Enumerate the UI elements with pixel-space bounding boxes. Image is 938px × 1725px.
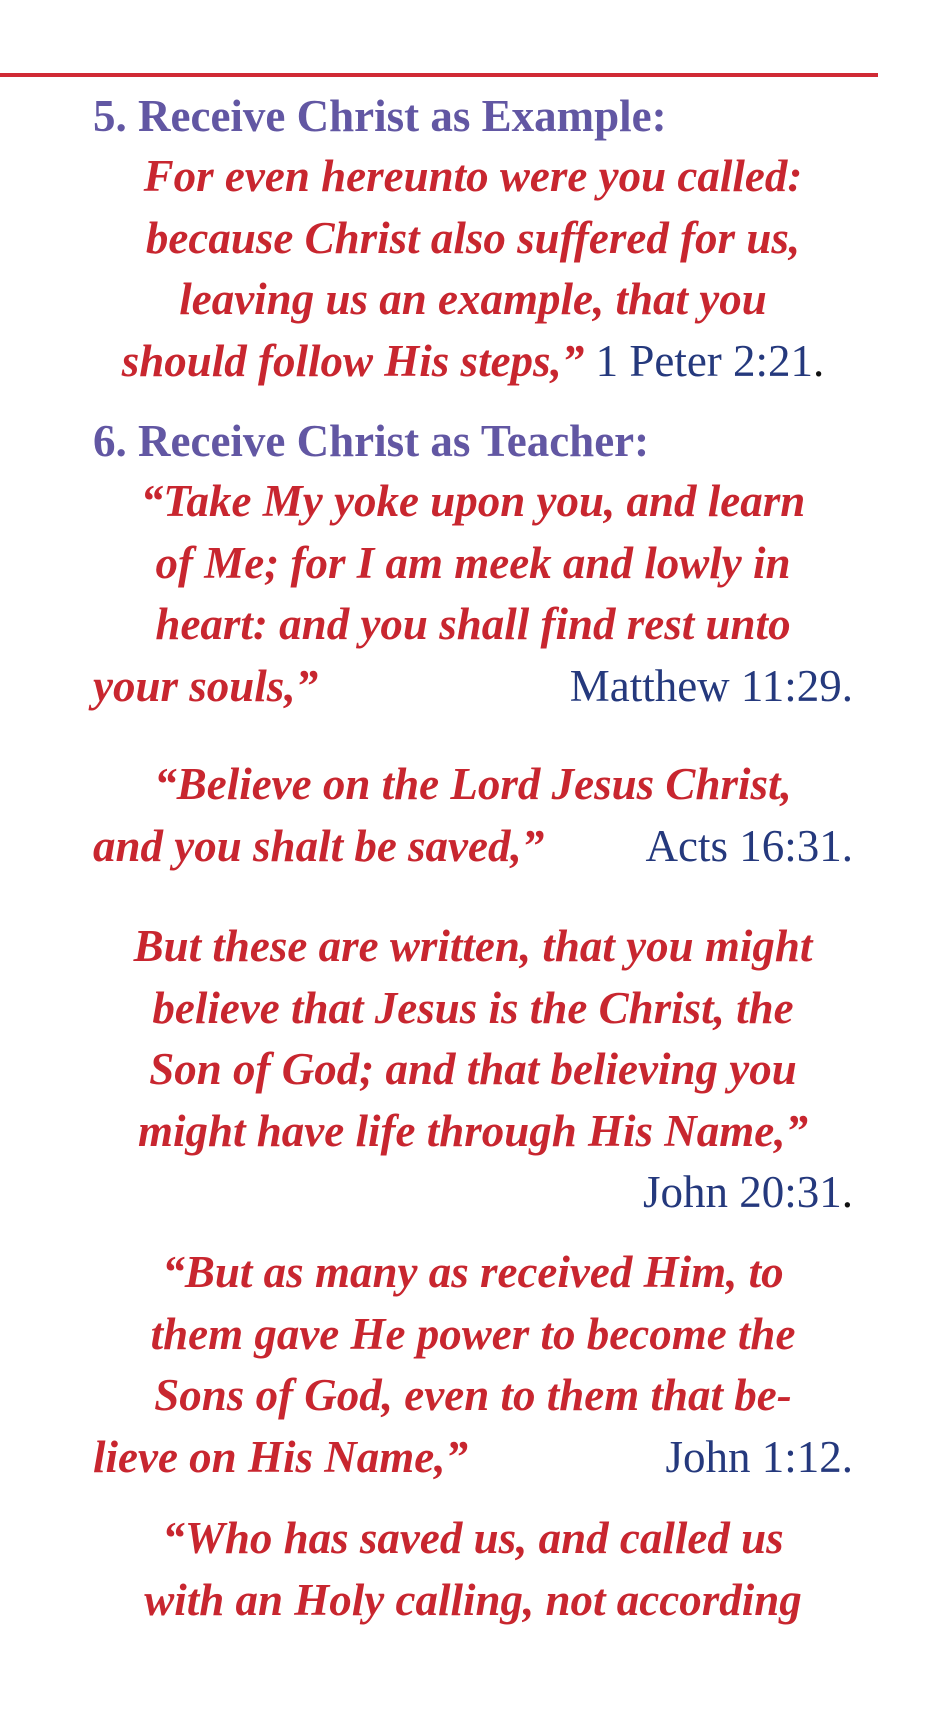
reference-period: .: [841, 1167, 853, 1217]
verse-line: and you shalt be saved,”: [93, 820, 545, 871]
scripture-reference: 1 Peter 2:21: [595, 335, 814, 386]
verse-line: might have life through His Name,”: [137, 1105, 809, 1156]
verse-line: Son of God; and that believing you: [149, 1044, 797, 1094]
verse-last-line: [93, 816, 853, 878]
scripture-reference: Acts 16:31.: [645, 820, 853, 871]
section-5-verse: [93, 146, 853, 392]
verse-line: “But as many as received Him, to: [162, 1247, 784, 1297]
scripture-reference: Matthew 11:29.: [569, 660, 853, 711]
verse-line: believe that Jesus is the Christ, the: [152, 982, 794, 1033]
section-6-heading: 6. Receive Christ as Teacher:: [93, 416, 650, 466]
scripture-reference: John 20:31: [642, 1167, 842, 1217]
verse-line: with an Holy calling, not according: [144, 1574, 802, 1625]
verse-line: But these are written, that you might: [133, 921, 813, 971]
top-divider-rule: [0, 73, 878, 77]
section-5-heading: 5. Receive Christ as Example:: [93, 91, 667, 141]
verse-line: “Who has saved us, and called us: [162, 1513, 784, 1563]
acts-verse: [93, 754, 853, 877]
verse-line: of Me; for I am meek and lowly in: [155, 537, 791, 588]
verse-line: because Christ also suffered for us,: [145, 212, 801, 263]
verse-line: leaving us an example, that you: [179, 274, 767, 324]
section-6-verse: [93, 471, 853, 717]
verse-line: should follow His steps,”: [121, 335, 585, 386]
verse-line: “Take My yoke upon you, and learn: [140, 476, 806, 526]
verse-line: “Believe on the Lord Jesus Christ,: [154, 759, 792, 809]
timothy-verse: [93, 1508, 853, 1631]
scripture-reference: John 1:12.: [665, 1431, 853, 1482]
verse-line: For even hereunto were you called:: [143, 151, 803, 201]
verse-line: Sons of God, even to them that be-: [154, 1370, 792, 1420]
verse-line: heart: and you shall find rest unto: [155, 599, 791, 649]
verse-line: them gave He power to become the: [150, 1308, 796, 1359]
verse-line: lieve on His Name,”: [93, 1431, 468, 1482]
verse-last-line: [93, 656, 853, 718]
john-1-verse: [93, 1242, 853, 1488]
reference-period: .: [813, 335, 825, 386]
verse-line: your souls,”: [93, 660, 319, 711]
verse-last-line: [93, 331, 853, 393]
reference-line: [93, 1162, 853, 1224]
verse-last-line: [93, 1427, 853, 1489]
john-20-verse: [93, 916, 853, 1224]
